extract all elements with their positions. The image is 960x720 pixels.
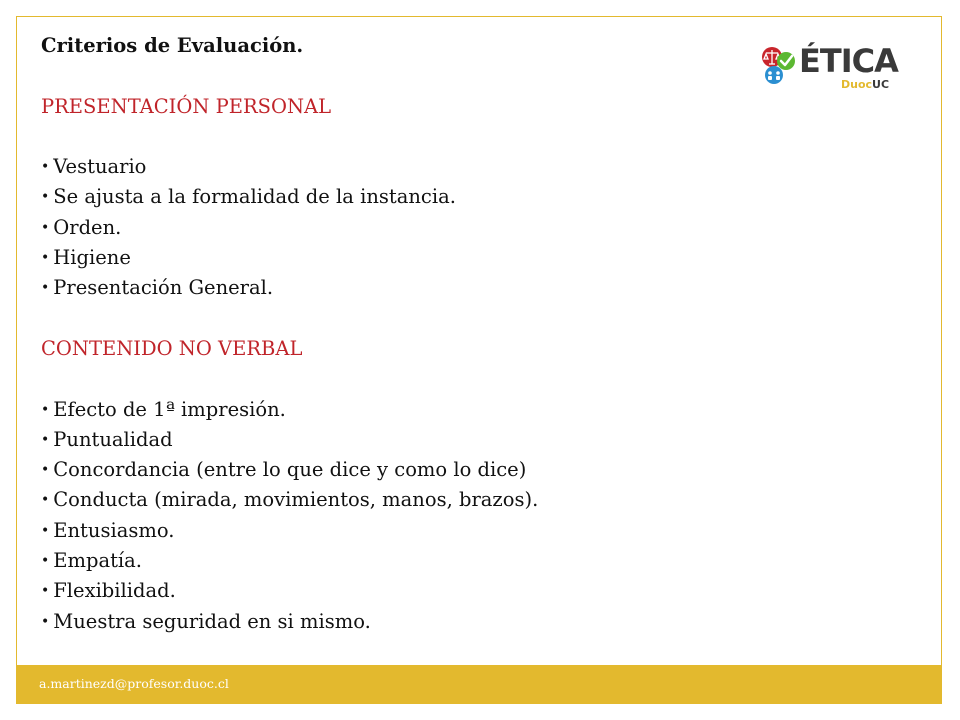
list-item: • Empatía. xyxy=(41,546,741,576)
list-item: • Vestuario xyxy=(41,152,741,182)
list-item: • Concordancia (entre lo que dice y como lo dice) xyxy=(41,455,741,485)
list-item: • Efecto de 1ª impresión. xyxy=(41,395,741,425)
list-item: • Flexibilidad. xyxy=(41,576,741,606)
list-item: • Presentación General. xyxy=(41,273,741,303)
slide-title: Criterios de Evaluación. xyxy=(41,34,304,57)
slide-frame xyxy=(16,16,942,704)
slide-content xyxy=(41,31,741,637)
logo-subtitle xyxy=(841,79,889,90)
logo-word: ÉTICA xyxy=(799,42,898,80)
logo-sub-duoc: Duoc xyxy=(841,78,873,91)
list-item: • Orden. xyxy=(41,213,741,243)
list-item: • Se ajusta a la formalidad de la instancia. xyxy=(41,182,741,212)
scales-of-justice-icon xyxy=(759,45,799,85)
list-item: • Muestra seguridad en si mismo. xyxy=(41,607,741,637)
list-item: • Entusiasmo. xyxy=(41,516,741,546)
footer-bar xyxy=(17,665,941,703)
list-item: • Conducta (mirada, movimientos, manos, brazos). xyxy=(41,485,741,515)
footer-email: a.martinezd@profesor.duoc.cl xyxy=(39,676,229,691)
list-item: • Higiene xyxy=(41,243,741,273)
logo-sub-uc: UC xyxy=(872,78,890,91)
etica-duocuc-logo xyxy=(759,39,899,95)
section-heading-presentacion: PRESENTACIÓN PERSONAL xyxy=(41,94,332,118)
list-item: • Puntualidad xyxy=(41,425,741,455)
section-heading-contenido: CONTENIDO NO VERBAL xyxy=(41,336,303,360)
